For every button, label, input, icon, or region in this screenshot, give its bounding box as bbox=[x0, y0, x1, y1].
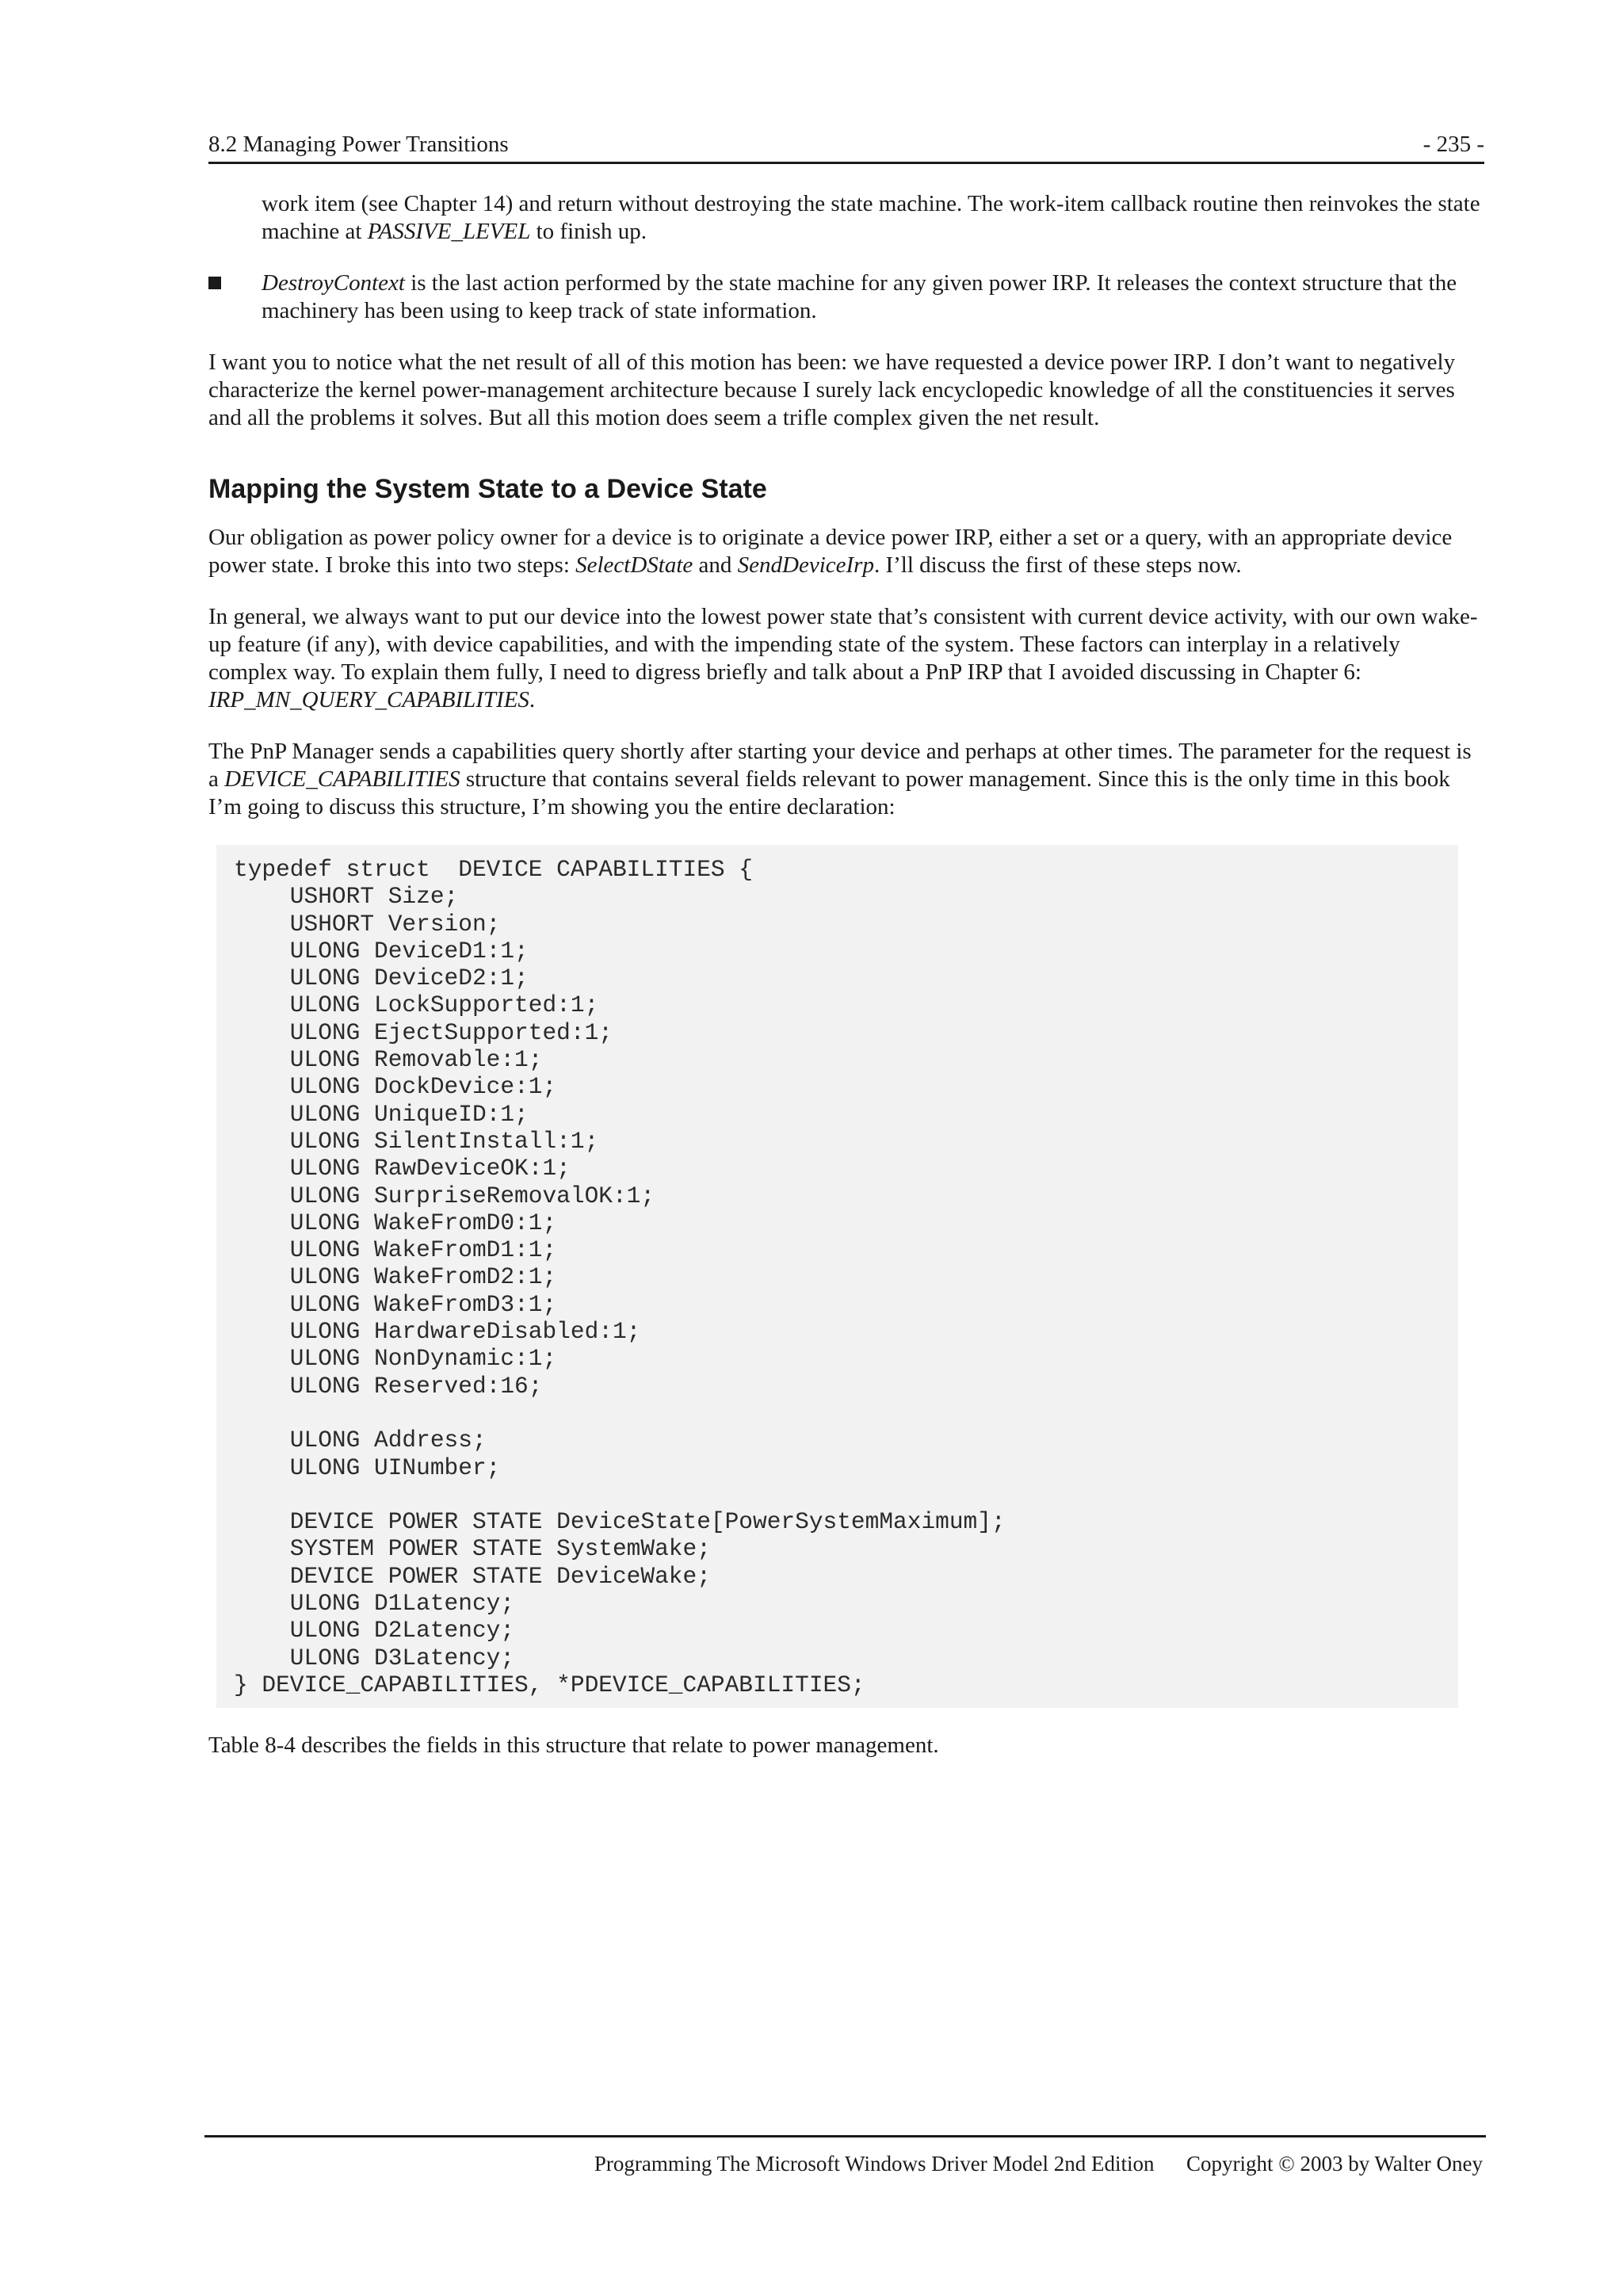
page-body bbox=[208, 190, 1484, 1783]
footer-book-title: Programming The Microsoft Windows Driver Model 2nd Edition bbox=[594, 2152, 1155, 2176]
page-header bbox=[208, 127, 1484, 164]
text-run: structure that contains several fields relevant to power management. Since this is the only time in this book I’m going to discuss this structure, I’m showing you the entire declaration: bbox=[208, 766, 1450, 819]
square-bullet-icon bbox=[208, 277, 221, 289]
bullet-item-destroy-context bbox=[208, 269, 1484, 325]
italic-term: IRP_MN_QUERY_CAPABILITIES bbox=[208, 687, 529, 712]
text-run: . I’ll discuss the first of these steps now. bbox=[873, 552, 1242, 578]
italic-term: PASSIVE_LEVEL bbox=[367, 219, 531, 244]
text-run: In general, we always want to put our device into the lowest power state that’s consistent with current device activity, with our own wake-up feature (if any), with device capabilities, and with the impending state of the system. These factors can interplay in a relatively complex way. To explain them fully, I need to digress briefly and talk about a PnP IRP that I avoided discussing in Chapter 6: bbox=[208, 604, 1478, 685]
text-run: is the last action performed by the state machine for any given power IRP. It releases the context structure that the machinery has been using to keep track of state information. bbox=[262, 270, 1457, 323]
text-run: to finish up. bbox=[530, 219, 647, 244]
bullet-text bbox=[262, 269, 1484, 325]
italic-term: DestroyContext bbox=[262, 270, 405, 296]
code-block bbox=[216, 845, 1458, 1708]
page-footer bbox=[204, 2135, 1486, 2176]
paragraph-pnp-manager bbox=[208, 738, 1484, 821]
paragraph-table-ref: Table 8-4 describes the fields in this structure that relate to power management. bbox=[208, 1733, 939, 1759]
footer-copyright: Copyright © 2003 by Walter Oney bbox=[1186, 2152, 1483, 2176]
italic-term: SelectDState bbox=[575, 552, 693, 578]
text-run: . bbox=[529, 687, 536, 712]
footer-text bbox=[594, 2152, 1483, 2176]
section-title: 8.2 Managing Power Transitions bbox=[208, 132, 509, 157]
italic-term: SendDeviceIrp bbox=[737, 552, 874, 578]
italic-term: DEVICE_CAPABILITIES bbox=[224, 766, 460, 792]
paragraph-net-result: I want you to notice what the net result of all of this motion has been: we have requested a device power IRP. I don’t want to negatively characterize the kernel power-management architecture because I surely lack encyclopedic knowledge of all the constituencies it serves and all the problems it solves. But all this motion does seem a trifle complex given the net result. bbox=[208, 350, 1456, 430]
paragraph-general bbox=[208, 603, 1484, 714]
page-number: - 235 - bbox=[1423, 132, 1484, 157]
text-run: Our obligation as power policy owner for a device is to originate a device power IRP, either a set or a query, with an appropriate device power state. I broke this into two steps: bbox=[208, 525, 1453, 578]
continuation-paragraph bbox=[208, 190, 1484, 246]
text-run: and bbox=[693, 552, 738, 578]
paragraph-obligation bbox=[208, 524, 1484, 579]
text-run: The PnP Manager sends a capabilities query shortly after starting your device and perhaps at other times. The parameter for the request is a bbox=[208, 739, 1472, 792]
text-run: work item (see Chapter 14) and return without destroying the state machine. The work-item callback routine then reinvokes the state machine at bbox=[262, 191, 1480, 244]
section-heading: Mapping the System State to a Device State bbox=[208, 474, 767, 504]
code-listing: typedef struct DEVICE CAPABILITIES { USHORT Size; USHORT Version; ULONG DeviceD1:1; ULONG DeviceD2:1; ULONG LockSupported:1; ULONG EjectSupported:1; ULONG Removable:1; ULONG DockDevice:1; ULONG UniqueID:1; ULONG SilentInstall:1; ULONG RawDeviceOK:1; ULONG SurpriseRemovalOK:1; ULONG WakeFromD0:1; ULONG WakeFromD1:1; ULONG WakeFromD2:1; ULONG WakeFromD3:1; ULONG HardwareDisabled:1; ULONG NonDynamic:1; ULONG Reserved:16; ULONG Address; ULONG UINumber; DEVICE POWER STATE DeviceState[PowerSystemMaximum]; SYSTEM POWER STATE SystemWake; DEVICE POWER STATE DeviceWake; ULONG D1Latency; ULONG D2Latency; ULONG D3Latency; } DEVICE_CAPABILITIES, *PDEVICE_CAPABILITIES; bbox=[234, 856, 1006, 1698]
